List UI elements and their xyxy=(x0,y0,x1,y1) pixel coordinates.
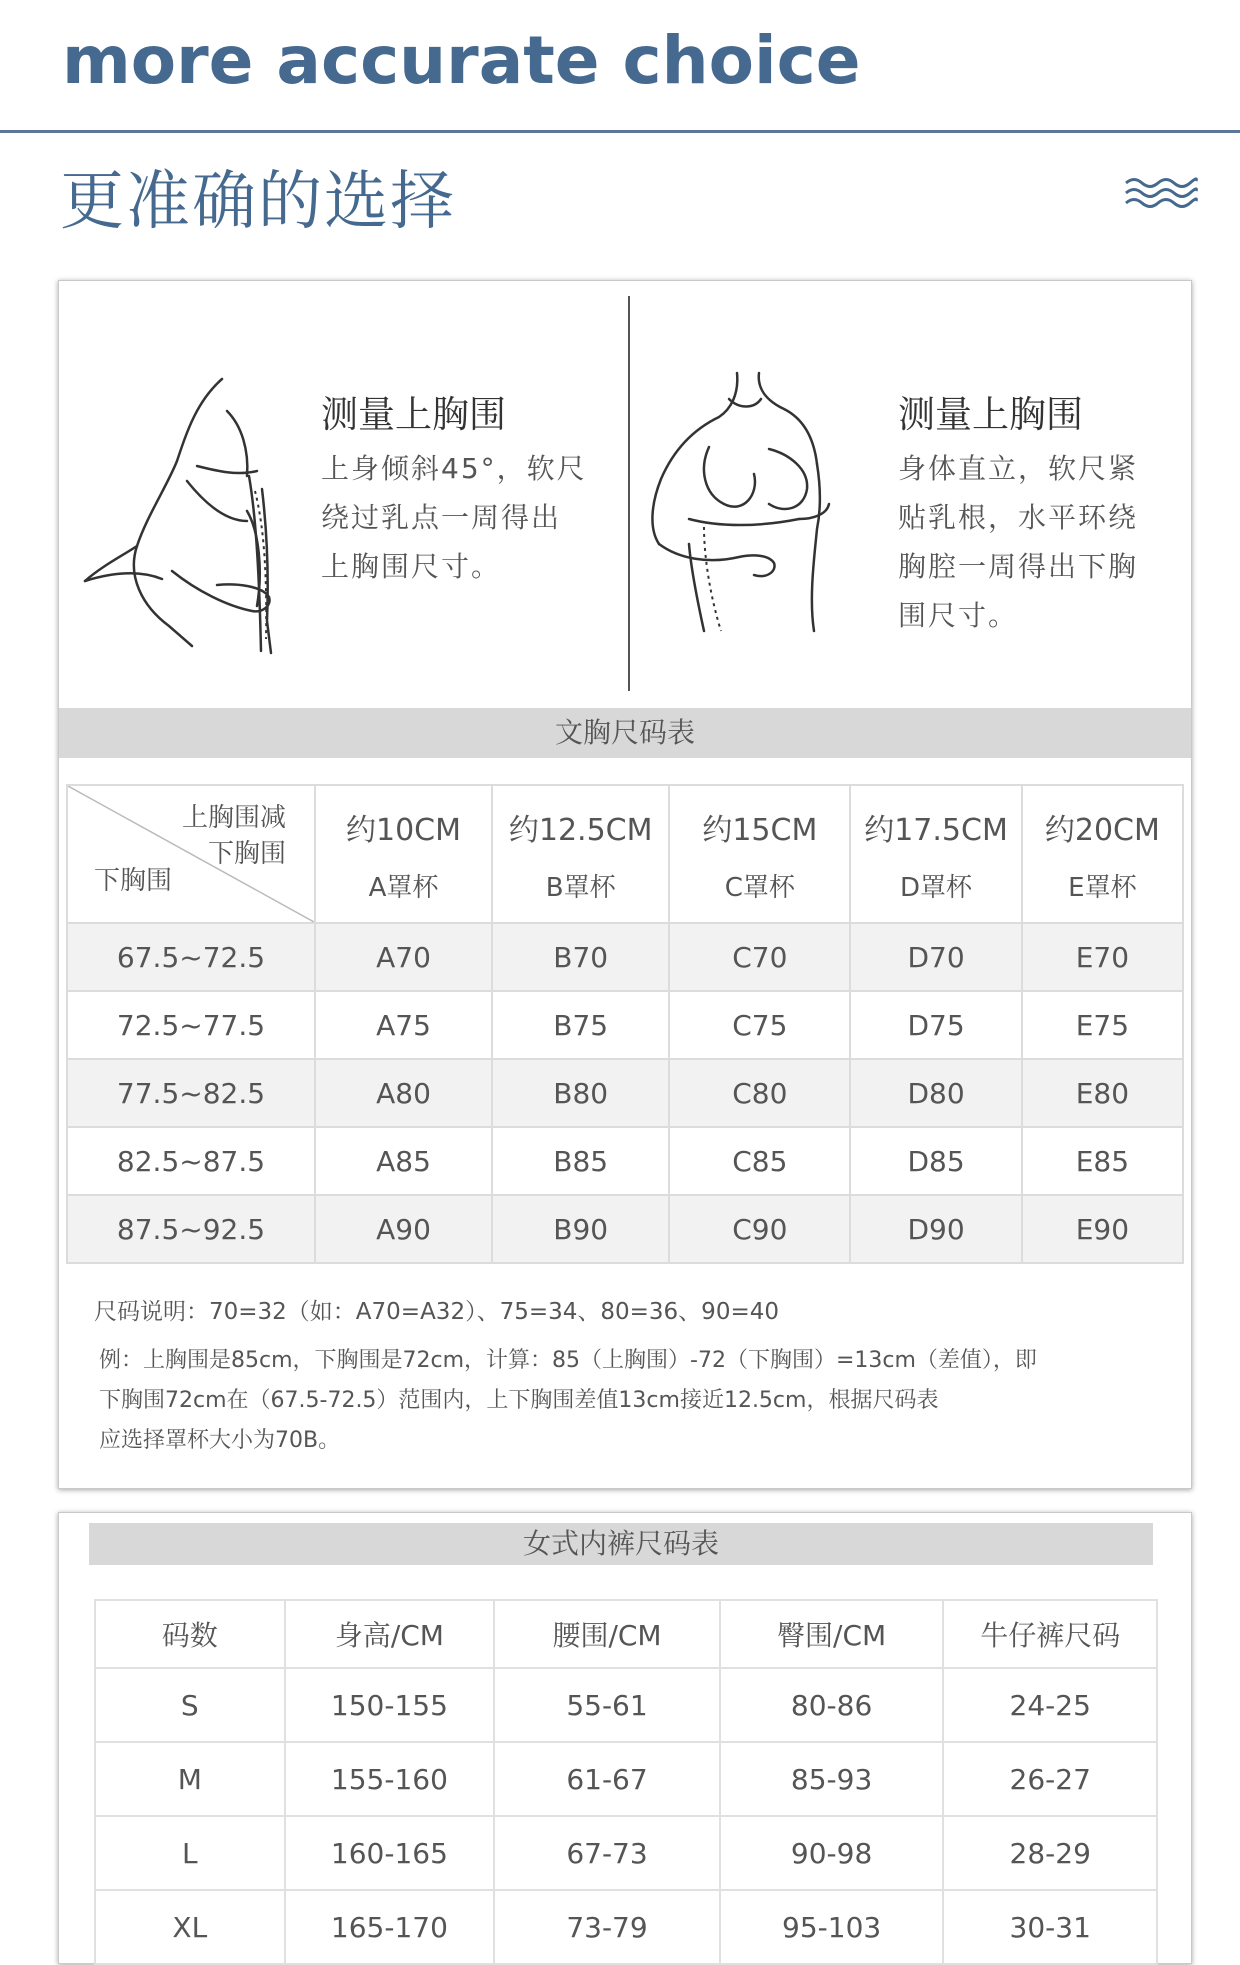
size-cell: D75 xyxy=(850,991,1021,1059)
example-line: 应选择罩杯大小为70B。 xyxy=(99,1428,341,1453)
size-cell: A85 xyxy=(315,1127,492,1195)
size-cell: D80 xyxy=(850,1059,1021,1127)
instruction-line: 绕过乳点一周得出 xyxy=(321,501,562,534)
hip-cell: 80-86 xyxy=(720,1668,944,1742)
example-line: 例：上胸围是85cm，下胸围是72cm，计算：85（上胸围）-72（下胸围）=13cm（差值），即 xyxy=(99,1348,1037,1373)
instruction-line: 身体直立，软尺紧 xyxy=(898,452,1139,485)
cup-label: D罩杯 xyxy=(900,872,973,903)
bra-size-table-title: 文胸尺码表 xyxy=(59,708,1191,758)
size-cell: D90 xyxy=(850,1195,1021,1263)
waist-cell: 73-79 xyxy=(494,1890,720,1964)
size-cell: A80 xyxy=(315,1059,492,1127)
table-row xyxy=(95,1668,1157,1742)
band-range-cell: 72.5~77.5 xyxy=(67,991,315,1059)
waist-cell: 61-67 xyxy=(494,1742,720,1816)
instruction-line: 围尺寸。 xyxy=(898,599,1019,632)
size-cell: B80 xyxy=(492,1059,669,1127)
band-range-cell: 87.5~92.5 xyxy=(67,1195,315,1263)
table-row xyxy=(95,1890,1157,1964)
instruction-line: 胸腔一周得出下胸 xyxy=(898,550,1139,583)
size-cell: A90 xyxy=(315,1195,492,1263)
size-code-cell: L xyxy=(95,1816,285,1890)
hip-cell: 90-98 xyxy=(720,1816,944,1890)
size-cell: E85 xyxy=(1022,1127,1183,1195)
cup-label: E罩杯 xyxy=(1068,872,1137,903)
height-cell: 165-170 xyxy=(285,1890,495,1964)
jeans-size-cell: 30-31 xyxy=(943,1890,1157,1964)
instruction-line: 上胸围尺寸。 xyxy=(321,550,502,583)
cup-diff-label: 约17.5CM xyxy=(864,812,1008,848)
table-row xyxy=(67,1127,1183,1195)
size-cell: C85 xyxy=(669,1127,850,1195)
header-cell: 臀围/CM xyxy=(720,1600,944,1668)
jeans-size-cell: 26-27 xyxy=(943,1742,1157,1816)
size-cell: C90 xyxy=(669,1195,850,1263)
size-cell: B90 xyxy=(492,1195,669,1263)
size-cell: B75 xyxy=(492,991,669,1059)
hip-cell: 85-93 xyxy=(720,1742,944,1816)
size-cell: D85 xyxy=(850,1127,1021,1195)
upper-bust-title: 测量上胸围 xyxy=(321,393,506,436)
table-row xyxy=(67,923,1183,991)
size-cell: E75 xyxy=(1022,991,1183,1059)
instruction-line: 上身倾斜45°，软尺 xyxy=(321,452,587,485)
height-cell: 150-155 xyxy=(285,1668,495,1742)
table-row xyxy=(67,1195,1183,1263)
cup-diff-label: 约20CM xyxy=(1044,812,1160,848)
size-cell: A70 xyxy=(315,923,492,991)
band-range-cell: 67.5~72.5 xyxy=(67,923,315,991)
panty-size-card xyxy=(58,1512,1192,1964)
wave-lines-icon xyxy=(1124,175,1198,211)
header-divider xyxy=(0,130,1240,133)
cup-header-cell xyxy=(492,785,669,923)
instruction-line: 贴乳根，水平环绕 xyxy=(898,501,1139,534)
size-cell: B85 xyxy=(492,1127,669,1195)
table-header-row xyxy=(95,1600,1157,1668)
hip-cell: 95-103 xyxy=(720,1890,944,1964)
band-range-cell: 77.5~82.5 xyxy=(67,1059,315,1127)
header-cell: 腰围/CM xyxy=(494,1600,720,1668)
cup-header-cell xyxy=(850,785,1021,923)
cup-label: B罩杯 xyxy=(545,872,616,903)
size-code-cell: S xyxy=(95,1668,285,1742)
under-bust-instructions xyxy=(898,444,1138,640)
height-cell: 160-165 xyxy=(285,1816,495,1890)
size-cell: C70 xyxy=(669,923,850,991)
band-range-cell: 82.5~87.5 xyxy=(67,1127,315,1195)
cup-diff-label: 约15CM xyxy=(702,812,818,848)
corner-top-line: 上胸围减 xyxy=(181,803,286,833)
header-cell: 身高/CM xyxy=(285,1600,495,1668)
under-bust-title: 测量上胸围 xyxy=(898,393,1083,436)
size-cell: E70 xyxy=(1022,923,1183,991)
size-code-cell: XL xyxy=(95,1890,285,1964)
upper-bust-measure-illustration xyxy=(77,371,297,661)
size-cell: A75 xyxy=(315,991,492,1059)
table-header-row xyxy=(67,785,1183,923)
example-line: 下胸围72cm在（67.5-72.5）范围内，上下胸围差值13cm接近12.5cm，根据尺码表 xyxy=(99,1388,939,1413)
panty-size-table-title: 女式内裤尺码表 xyxy=(89,1523,1153,1565)
waist-cell: 67-73 xyxy=(494,1816,720,1890)
size-cell: D70 xyxy=(850,923,1021,991)
jeans-size-cell: 24-25 xyxy=(943,1668,1157,1742)
corner-bottom-label: 下胸围 xyxy=(94,866,173,896)
bra-size-card xyxy=(58,280,1192,1489)
cup-header-cell xyxy=(315,785,492,923)
cup-header-cell xyxy=(669,785,850,923)
cup-diff-label: 约10CM xyxy=(346,812,462,848)
section-divider xyxy=(628,296,630,691)
table-row xyxy=(67,991,1183,1059)
cup-diff-label: 约12.5CM xyxy=(508,812,653,848)
size-cell: C80 xyxy=(669,1059,850,1127)
size-code-cell: M xyxy=(95,1742,285,1816)
waist-cell: 55-61 xyxy=(494,1668,720,1742)
bra-size-table xyxy=(66,784,1184,1264)
english-title: more accurate choice xyxy=(62,22,861,99)
size-cell: E90 xyxy=(1022,1195,1183,1263)
size-note: 尺码说明：70=32（如：A70=A32）、75=34、80=36、90=40 xyxy=(94,1299,779,1325)
size-cell: B70 xyxy=(492,923,669,991)
panty-size-table xyxy=(94,1599,1158,1965)
chinese-title: 更准确的选择 xyxy=(60,165,456,239)
under-bust-measure-illustration xyxy=(649,369,849,634)
cup-label: C罩杯 xyxy=(724,872,795,903)
cup-header-cell xyxy=(1022,785,1183,923)
corner-top-line: 下胸围 xyxy=(207,839,286,869)
table-row xyxy=(95,1816,1157,1890)
size-cell: C75 xyxy=(669,991,850,1059)
corner-top-label xyxy=(182,800,286,872)
jeans-size-cell: 28-29 xyxy=(943,1816,1157,1890)
header-cell: 码数 xyxy=(95,1600,285,1668)
example-note xyxy=(99,1341,1159,1461)
upper-bust-instructions xyxy=(321,444,587,591)
corner-header-cell xyxy=(67,785,315,923)
table-row xyxy=(95,1742,1157,1816)
header-cell: 牛仔裤尺码 xyxy=(943,1600,1157,1668)
cup-label: A罩杯 xyxy=(368,872,439,903)
size-cell: E80 xyxy=(1022,1059,1183,1127)
height-cell: 155-160 xyxy=(285,1742,495,1816)
table-row xyxy=(67,1059,1183,1127)
